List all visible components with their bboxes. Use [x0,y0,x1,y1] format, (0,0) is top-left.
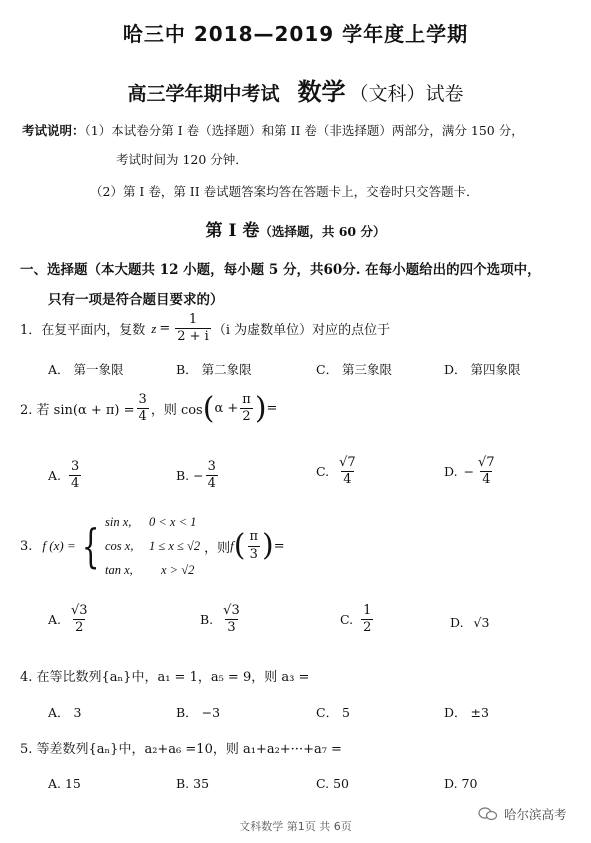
q2-oc-den: 4 [343,472,352,488]
q2-oa-den: 4 [71,476,80,492]
q2-option-d-frac [476,456,497,488]
q1-num: 1 [188,312,198,327]
q2-ob-den: 4 [207,476,216,492]
exam-subtitle [0,72,591,107]
q2-od-den: 4 [482,472,491,488]
q1-fraction [175,313,211,345]
watermark-text: 哈尔滨高考 [504,807,567,822]
q3-pi-den: 3 [249,546,258,562]
q3-option-b [200,604,244,636]
q3-option-d [450,615,489,630]
question-3 [20,510,285,582]
q3-brace: { [81,519,100,573]
q2-ob-sign: − [193,468,204,484]
q3-piece-1-expr: sin x, [105,515,132,529]
q2-ob-num: 3 [207,459,216,474]
q2-option-b-frac [206,460,218,492]
q2-mid: ，则 cos [150,403,203,419]
q3-mid: ，则 [204,540,231,556]
q4-option-c: C． 5 [316,705,350,720]
q2-pi-den: 2 [242,409,251,425]
q2-fraction [137,393,149,425]
part1-heading-line2: 只有一项是符合题目要求的） [48,292,224,308]
section-title [0,216,591,241]
q3-piece-3-expr: tan x, [105,563,133,577]
question-1 [20,313,390,345]
q1-text: 1．在复平面内，复数 [20,323,146,339]
page-footer: 文科数学 第1页 共 6页 [239,820,352,833]
q3-oc-den: 2 [363,620,372,636]
q3-oc-num: 1 [363,603,372,618]
q2-option-d [444,456,499,488]
part1-heading-line1: 一、选择题（本大题共 12 小题，每小题 5 分，共60分. 在每小题给出的四个选项中， [20,262,541,278]
q3-option-b-label: B. [200,612,214,628]
q2-od-num: √7 [478,455,495,470]
q2-od-sign: − [463,464,475,480]
q2-option-c-label: C. [316,464,330,480]
q3-piece-2 [105,534,200,558]
q5-option-a: A. 15 [48,776,81,791]
q3-piece-1 [105,510,200,534]
q1-den: 2 + i [177,329,209,345]
q3-option-c-frac [361,604,373,636]
q2-option-c [316,456,360,488]
q3-piece-2-expr: cos x, [105,539,134,553]
q3-option-c-label: C. [340,612,354,628]
q2-option-d-label: D. [444,464,458,480]
q2-oc-num: √7 [339,455,356,470]
q2-den: 4 [138,409,147,425]
q3-oa-num: √3 [71,603,88,618]
question-4: 4. 在等比数列{aₙ}中，a₁ = 1，a₅ = 9，则 a₃ = [20,670,310,685]
q1-eq: = [159,321,171,337]
q4-option-d: D． ±3 [444,705,489,720]
q1-option-c: C． 第三象限 [316,362,393,377]
question-5: 5. 等差数列{aₙ}中，a₂+a₆ =10，则 a₁+a₂+···+a₇ = [20,742,342,757]
q3-pi-num: π [249,529,259,545]
section-note: （选择题，共 60 分） [259,224,386,239]
q2-paren-left: ( [202,390,215,426]
instructions-label: 考试说明： [22,123,85,138]
q5-option-c: C. 50 [316,776,349,791]
q3-option-a [48,604,92,636]
q3-option-d-label: D. [450,615,464,630]
q3-paren-left: ( [233,528,246,563]
subtitle-paper: （文科）试卷 [349,83,464,105]
q2-option-a-label: A. [48,468,62,484]
q2-pi-fraction [240,393,253,425]
q3-paren-right: ) [262,528,274,563]
q3-piece-3-cond: x > √2 [161,563,195,577]
q3-option-b-frac [221,604,242,636]
q3-piece-3 [105,558,200,582]
subtitle-subject: 数学 [297,77,346,106]
q3-ob-den: 3 [227,620,236,636]
q3-f: f [230,538,234,553]
q1-var: z [151,320,157,336]
q2-option-a [48,460,83,492]
instructions-line2: （2）第 I 卷，第 II 卷试题答案均答在答题卡上，交卷时只交答题卡． [90,184,479,199]
q3-pieces [105,510,200,582]
q3-pi-fraction [248,530,261,562]
q3-option-a-frac [69,604,90,636]
q1-option-d: D． 第四象限 [444,362,521,377]
q3-number: 3. [20,538,33,554]
q2-option-a-frac [69,460,81,492]
instructions-line1 [22,121,524,139]
q2-option-b-label: B. [176,468,190,484]
q3-option-c [340,604,375,636]
q1-post: （i 为虚数单位）对应的点位于 [212,323,391,339]
q2-option-c-frac [337,456,358,488]
q4-option-b: B． −3 [176,705,221,720]
q5-option-b: B. 35 [176,776,210,791]
q2-pi-num: π [242,392,251,407]
instructions-line1b: 考试时间为 120 分钟． [116,152,248,167]
exam-title: 哈三中 2018—2019 学年度上学期 [122,22,469,46]
q3-oa-den: 2 [75,620,84,636]
q2-num: 3 [138,392,147,407]
q4-option-a: A． 3 [48,705,82,720]
q3-piece-1-cond: 0 < x < 1 [149,515,197,529]
q2-post: = [266,401,278,417]
q3-option-a-label: A. [48,612,62,628]
q3-od-val: √3 [473,615,490,630]
q3-post: = [273,538,285,554]
q5-option-d: D. 70 [444,776,478,791]
question-2 [20,390,278,426]
instructions-text1: （1）本试卷分第 I 卷（选择题）和第 II 卷（非选择题）两部分，满分 150 分， [84,123,524,138]
q1-option-a: A． 第一象限 [48,362,124,377]
q2-oa-num: 3 [71,459,80,474]
q1-option-b: B． 第二象限 [176,362,252,377]
q3-ob-num: √3 [223,603,240,618]
q2-text: 2. 若 sin(α + π) = [20,403,135,419]
q3-fx: f (x) = [42,538,76,553]
q2-alpha: α + [214,401,239,417]
q3-piece-2-cond: 1 ≤ x ≤ √2 [149,539,201,553]
q2-paren-right: ) [254,390,267,426]
q2-option-b [176,460,220,492]
subtitle-grade: 高三学年期中考试 [127,83,280,105]
section-name: 第 I 卷 [205,221,260,241]
